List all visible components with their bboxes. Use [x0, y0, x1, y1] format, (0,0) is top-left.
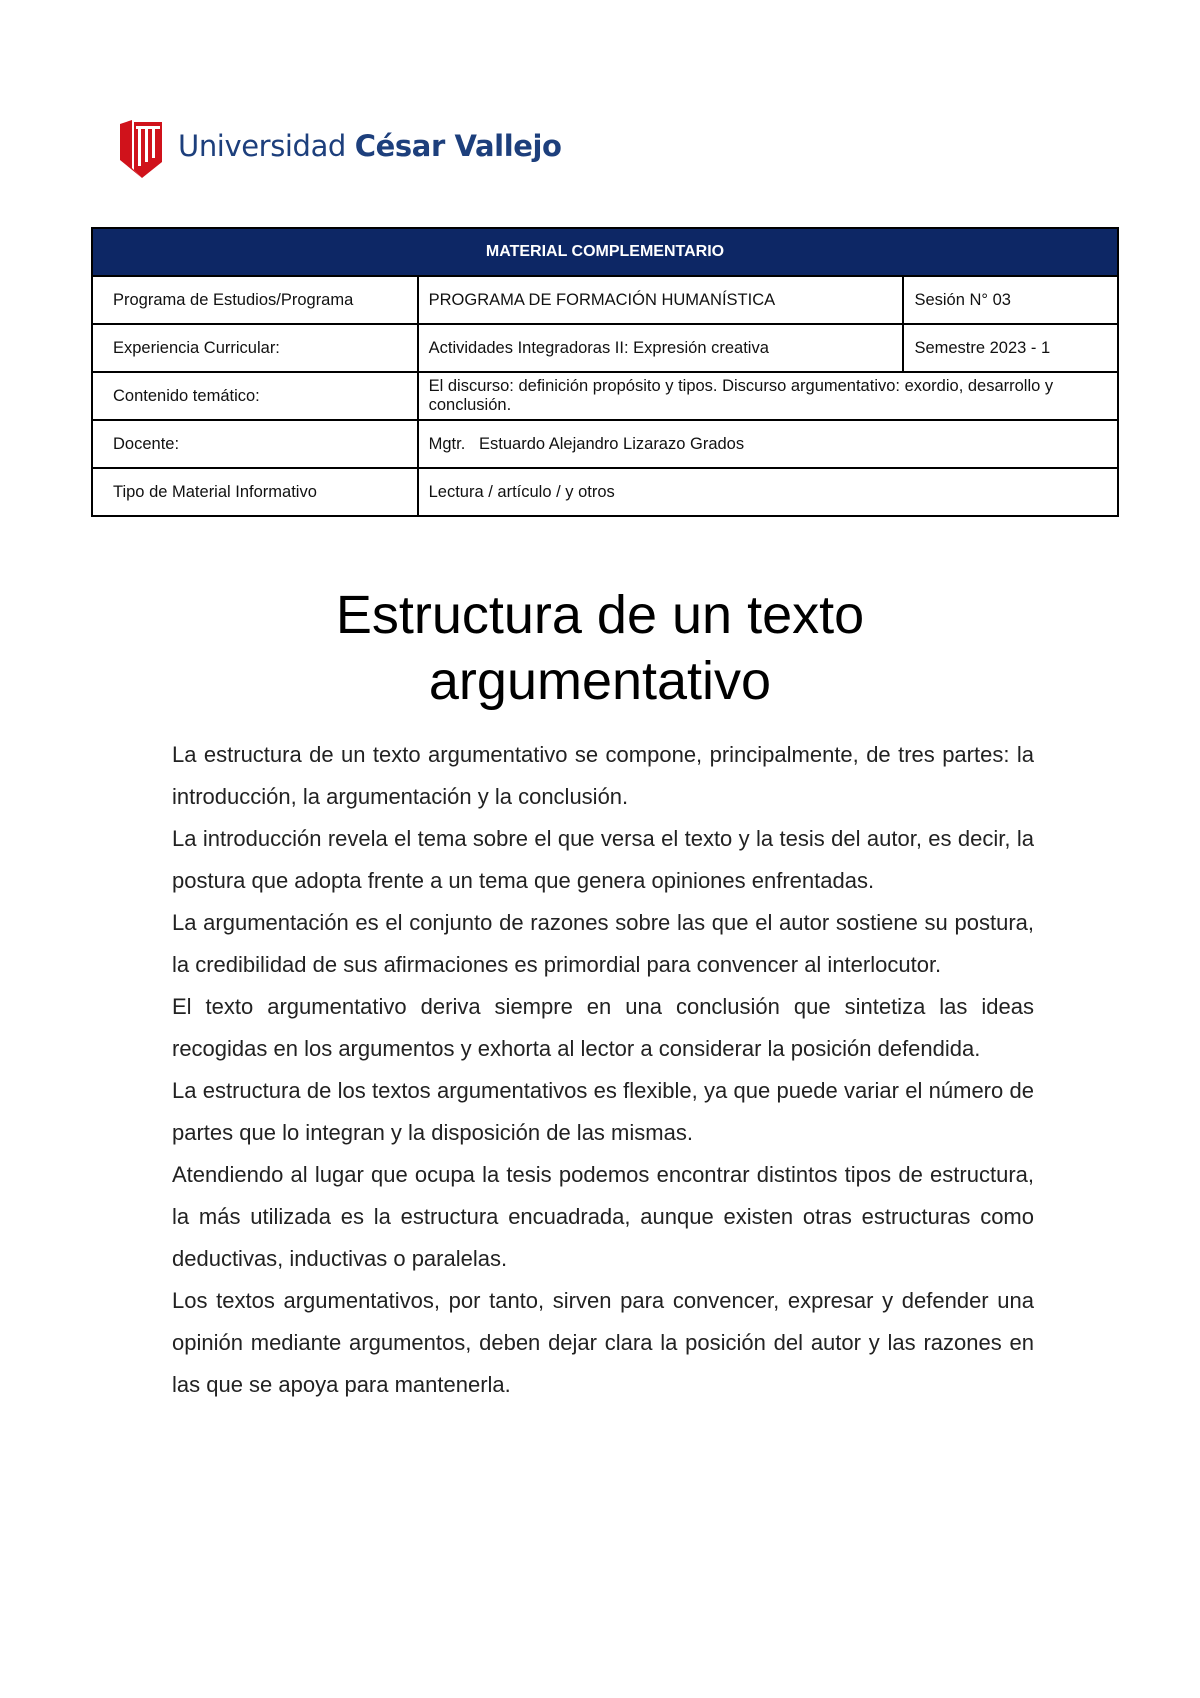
- table-label: Experiencia Curricular:: [92, 324, 418, 372]
- course-info-table: [91, 227, 1119, 517]
- paragraph: Atendiendo al lugar que ocupa la tesis podemos encontrar distintos tipos de estructura, la más utilizada es la estructura encuadrada, aunque existen otras estructuras como deductivas, inductivas o paralelas.: [172, 1162, 1034, 1271]
- table-label: Contenido temático:: [92, 372, 418, 420]
- table-value: El discurso: definición propósito y tipos. Discurso argumentativo: exordio, desarrollo y conclusión.: [418, 372, 1118, 420]
- paragraph: La estructura de los textos argumentativos es flexible, ya que puede variar el número de partes que lo integran y la disposición de las mismas.: [172, 1078, 1034, 1145]
- university-shield-icon: [118, 118, 164, 180]
- paragraph: La introducción revela el tema sobre el que versa el texto y la tesis del autor, es decir, la postura que adopta frente a un tema que genera opiniones enfrentadas.: [172, 826, 1034, 893]
- university-name: [178, 128, 562, 163]
- table-row: [92, 276, 1118, 324]
- table-value: Lectura / artículo / y otros: [418, 468, 1118, 516]
- document-body: [172, 734, 1034, 1406]
- table-row: [92, 468, 1118, 516]
- paragraph: La argumentación es el conjunto de razones sobre las que el autor sostiene su postura, la credibilidad de sus afirmaciones es primordial para convencer al interlocutor.: [172, 910, 1034, 977]
- university-logo: [118, 118, 562, 180]
- university-name-bold: César Vallejo: [354, 128, 562, 163]
- table-header: MATERIAL COMPLEMENTARIO: [92, 228, 1118, 276]
- semester: Semestre 2023 - 1: [903, 324, 1118, 372]
- table-label: Docente:: [92, 420, 418, 468]
- paragraph: Los textos argumentativos, por tanto, sirven para convencer, expresar y defender una opinión mediante argumentos, deben dejar clara la posición del autor y las razones en las que se apoya para mantenerla.: [172, 1288, 1034, 1397]
- table-label: Tipo de Material Informativo: [92, 468, 418, 516]
- university-name-regular: Universidad: [178, 128, 355, 163]
- table-value: Actividades Integradoras II: Expresión creativa: [418, 324, 904, 372]
- session-number: Sesión N° 03: [903, 276, 1118, 324]
- table-value: Mgtr. Estuardo Alejandro Lizarazo Grados: [418, 420, 1118, 468]
- title-line: Estructura de un texto: [335, 585, 865, 645]
- document-title: [0, 582, 1200, 714]
- table-row: [92, 372, 1118, 420]
- title-line: argumentativo: [428, 651, 772, 711]
- table-label: Programa de Estudios/Programa: [92, 276, 418, 324]
- table-row: [92, 324, 1118, 372]
- table-header-row: [92, 228, 1118, 276]
- paragraph: La estructura de un texto argumentativo se compone, principalmente, de tres partes: la introducción, la argumentación y la conclusión.: [172, 742, 1034, 809]
- table-value: PROGRAMA DE FORMACIÓN HUMANÍSTICA: [418, 276, 904, 324]
- table-row: [92, 420, 1118, 468]
- paragraph: El texto argumentativo deriva siempre en una conclusión que sintetiza las ideas recogidas en los argumentos y exhorta al lector a considerar la posición defendida.: [172, 994, 1034, 1061]
